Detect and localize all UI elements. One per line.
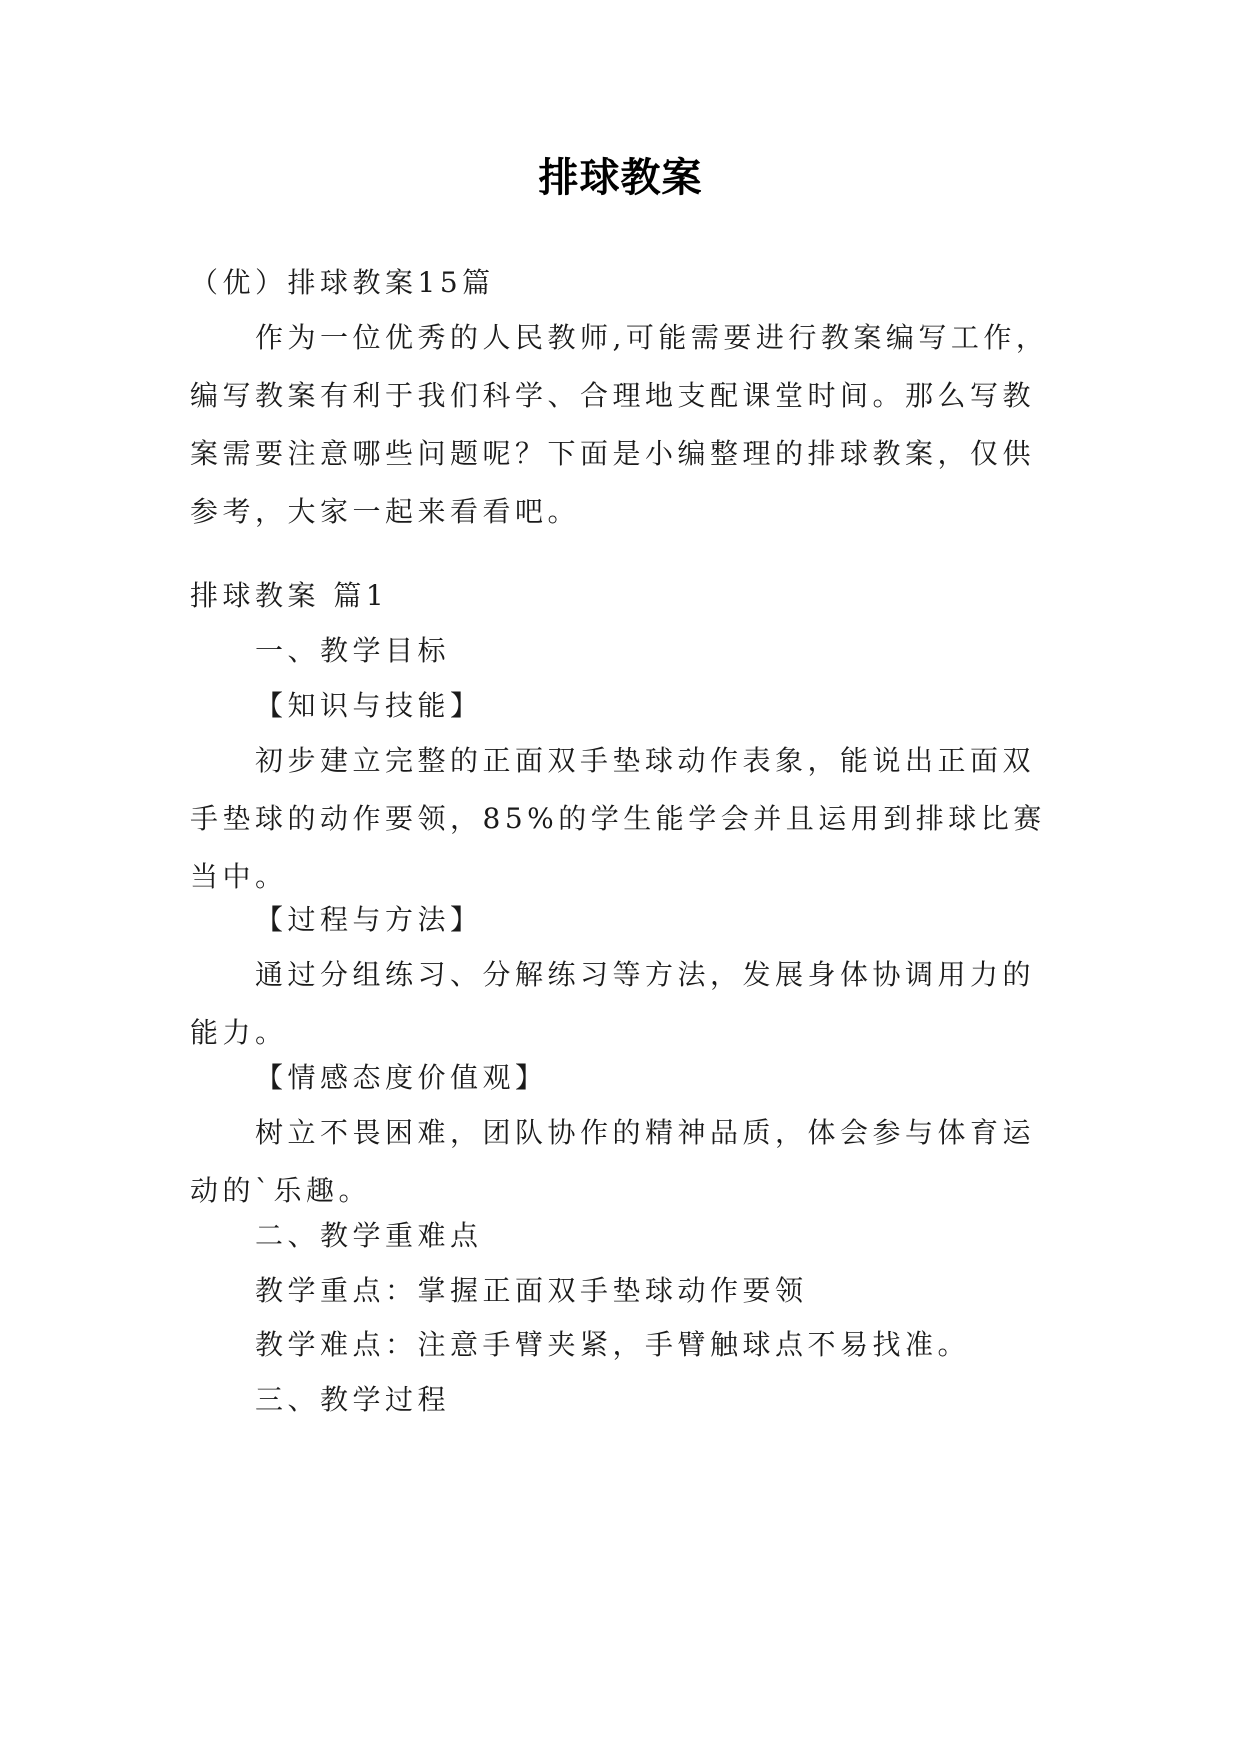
knowledge-heading: 【知识与技能】 xyxy=(255,689,483,722)
emotion-heading: 【情感态度价值观】 xyxy=(255,1061,548,1094)
document-title: 排球教案 xyxy=(538,155,703,201)
process-paragraph: 通过分组练习、分解练习等方法，发展身体协调用力的能力。 xyxy=(190,958,1036,1049)
process-heading: 【过程与方法】 xyxy=(255,903,483,936)
part3-heading: 三、教学过程 xyxy=(255,1383,451,1416)
knowledge-paragraph: 初步建立完整的正面双手垫球动作表象，能说出正面双手垫球的动作要领，85%的学生能学会并且运用到排球比赛当中。 xyxy=(190,744,1046,893)
key-point: 教学重点：掌握正面双手垫球动作要领 xyxy=(255,1274,808,1307)
section-heading: 排球教案 篇1 xyxy=(190,579,389,612)
part1-heading: 一、教学目标 xyxy=(255,634,451,667)
difficult-point: 教学难点：注意手臂夹紧，手臂触球点不易找准。 xyxy=(255,1328,971,1361)
part2-heading: 二、教学重难点 xyxy=(255,1219,483,1252)
intro-paragraph: 作为一位优秀的人民教师,可能需要进行教案编写工作，编写教案有利于我们科学、合理地支配课堂时间。那么写教案需要注意哪些问题呢？下面是小编整理的排球教案，仅供参考，大家一起来看看吧。 xyxy=(190,321,1049,528)
emotion-paragraph: 树立不畏困难，团队协作的精神品质，体会参与体育运动的`乐趣。 xyxy=(190,1116,1036,1207)
document-subtitle: （优）排球教案15篇 xyxy=(190,266,495,299)
